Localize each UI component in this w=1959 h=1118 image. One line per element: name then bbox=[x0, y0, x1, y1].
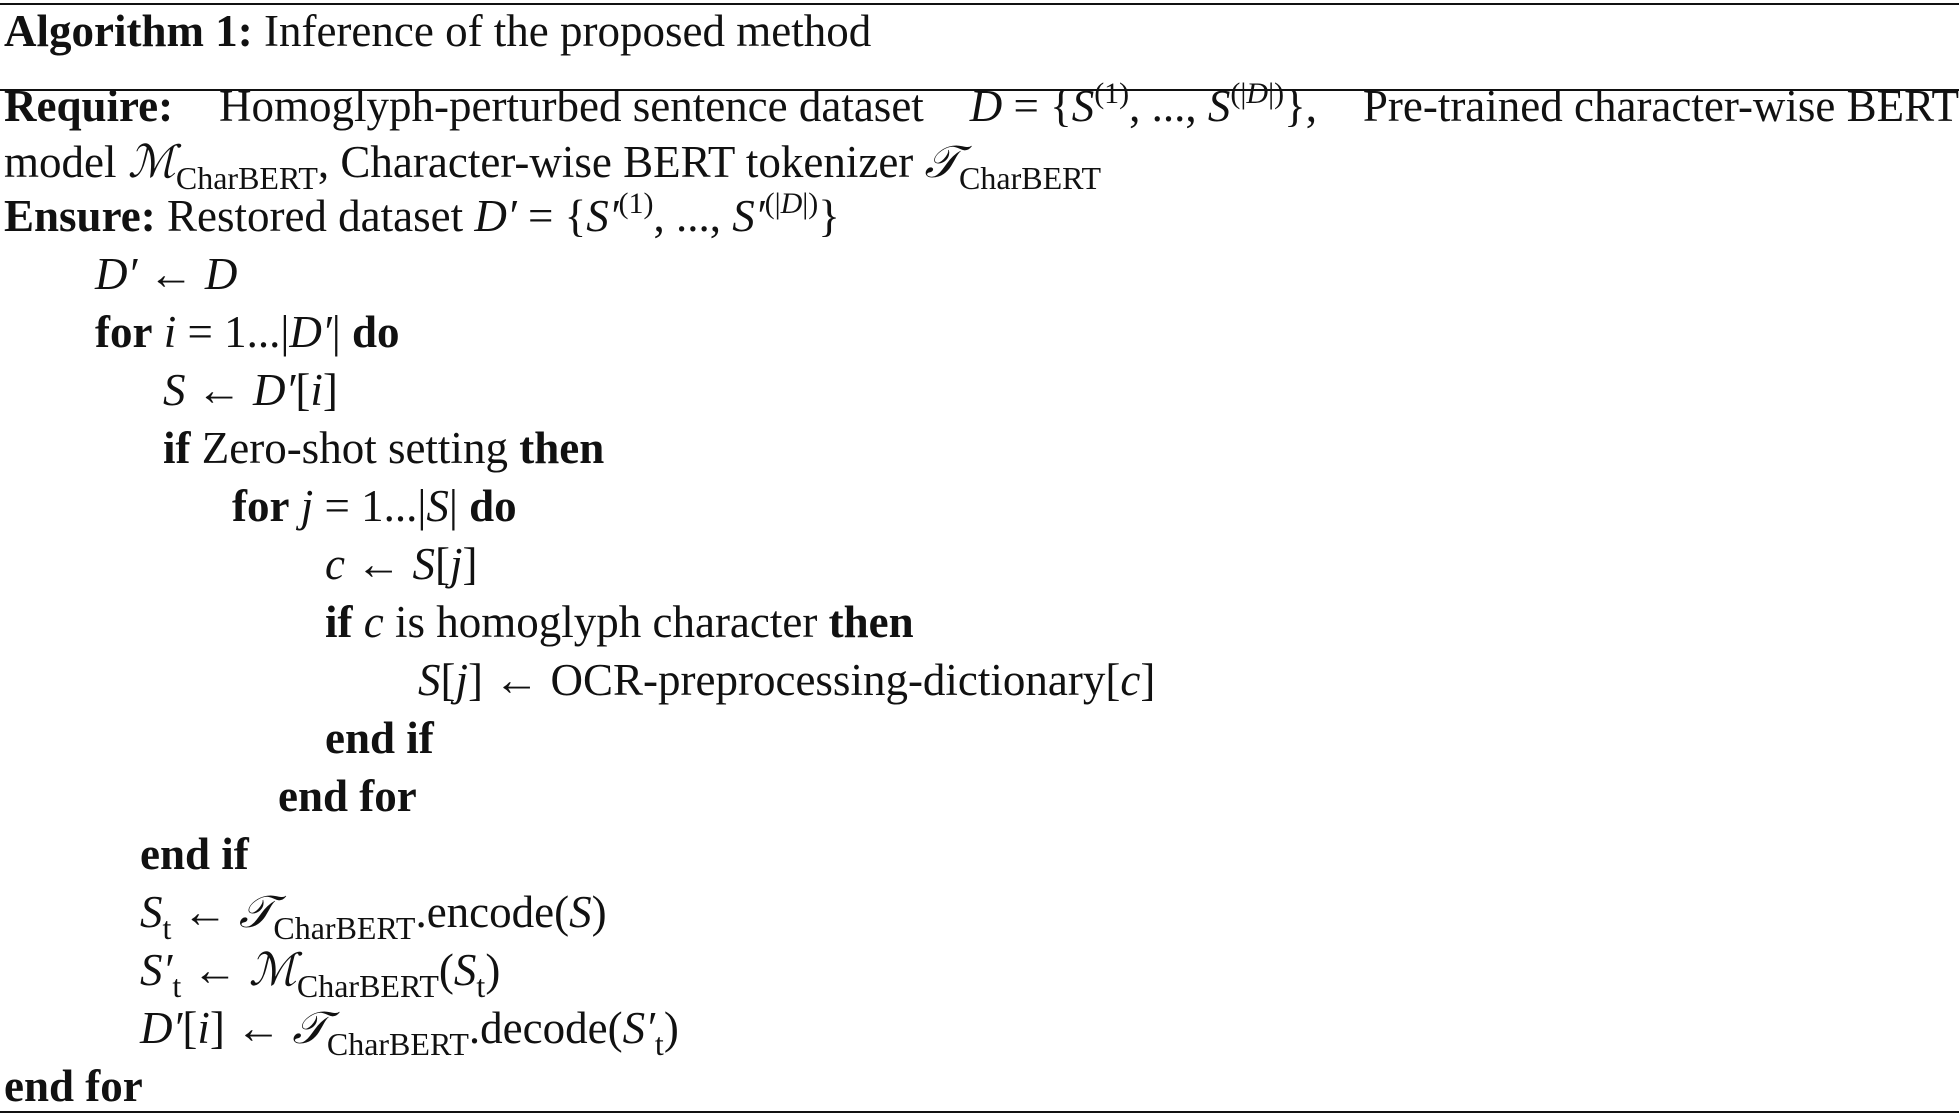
step-for-i: for i = 1...|D′| do bbox=[95, 307, 400, 357]
ensure-keyword: Ensure: bbox=[4, 191, 156, 241]
step-end-for-inner: end for bbox=[278, 771, 417, 821]
tokenizer-description: Character-wise BERT tokenizer bbox=[340, 137, 914, 187]
algorithm-title: Inference of the proposed method bbox=[263, 6, 872, 56]
step-assign-c: c ← S[j] bbox=[325, 539, 478, 589]
bottom-rule bbox=[0, 1111, 1959, 1113]
algorithm-label: Algorithm 1: bbox=[4, 6, 253, 56]
require-line-2: model ℳ$_{CharBERT}$, Character-wise BERT tokenizer 𝒯$_{CharBERT}$ bbox=[4, 135, 1102, 196]
model-description: Pre-trained character-wise BERT bbox=[1362, 81, 1959, 131]
step-assign-s: S ← D′[i] bbox=[163, 365, 338, 415]
dataset-definition: $D = \{S^{(1)}$, ..., $S^{(|D|)}$}, bbox=[969, 77, 1317, 131]
step-for-j: for j = 1...|S| do bbox=[232, 481, 517, 531]
step-end-if-outer: end if bbox=[140, 829, 249, 879]
step-model: $S'_t$ ← $ℳ_{CharBERT}(S_t)$ bbox=[140, 943, 501, 1004]
step-decode: D′[i] ← $𝒯_{CharBERT}.decode(S'_t)$ bbox=[140, 1001, 679, 1062]
tokenizer-subscript: CharBERT bbox=[959, 160, 1102, 196]
algorithm-caption bbox=[4, 4, 871, 59]
step-encode: $S_t$ ← 𝒯$_{CharBERT}$.encode(S) bbox=[140, 885, 607, 946]
step-init: D′ ← D bbox=[95, 249, 238, 299]
step-replace: S[j] ← OCR-preprocessing-dictionary[c] bbox=[418, 655, 1156, 705]
require-line-1 bbox=[4, 74, 1959, 138]
require-keyword: Require: bbox=[4, 81, 174, 131]
step-if-zero-shot: if Zero-shot setting then bbox=[163, 423, 605, 473]
tokenizer-symbol: 𝒯 bbox=[924, 135, 960, 188]
ensure-line: Ensure: Restored dataset $D' = \{S'^{(1)}$, ..., $S'^{(|D|)}$} bbox=[4, 187, 840, 241]
step-end-if-inner: end if bbox=[325, 713, 434, 763]
ensure-description: Restored dataset bbox=[166, 191, 464, 241]
dataset-description: Homoglyph-perturbed sentence dataset bbox=[219, 81, 924, 131]
model-word: model bbox=[4, 137, 117, 187]
step-if-homoglyph: if c is homoglyph character then bbox=[325, 597, 914, 647]
model-subscript: CharBERT bbox=[175, 160, 318, 196]
model-symbol: ℳ bbox=[127, 135, 176, 188]
step-end-for-outer: end for bbox=[4, 1061, 143, 1111]
